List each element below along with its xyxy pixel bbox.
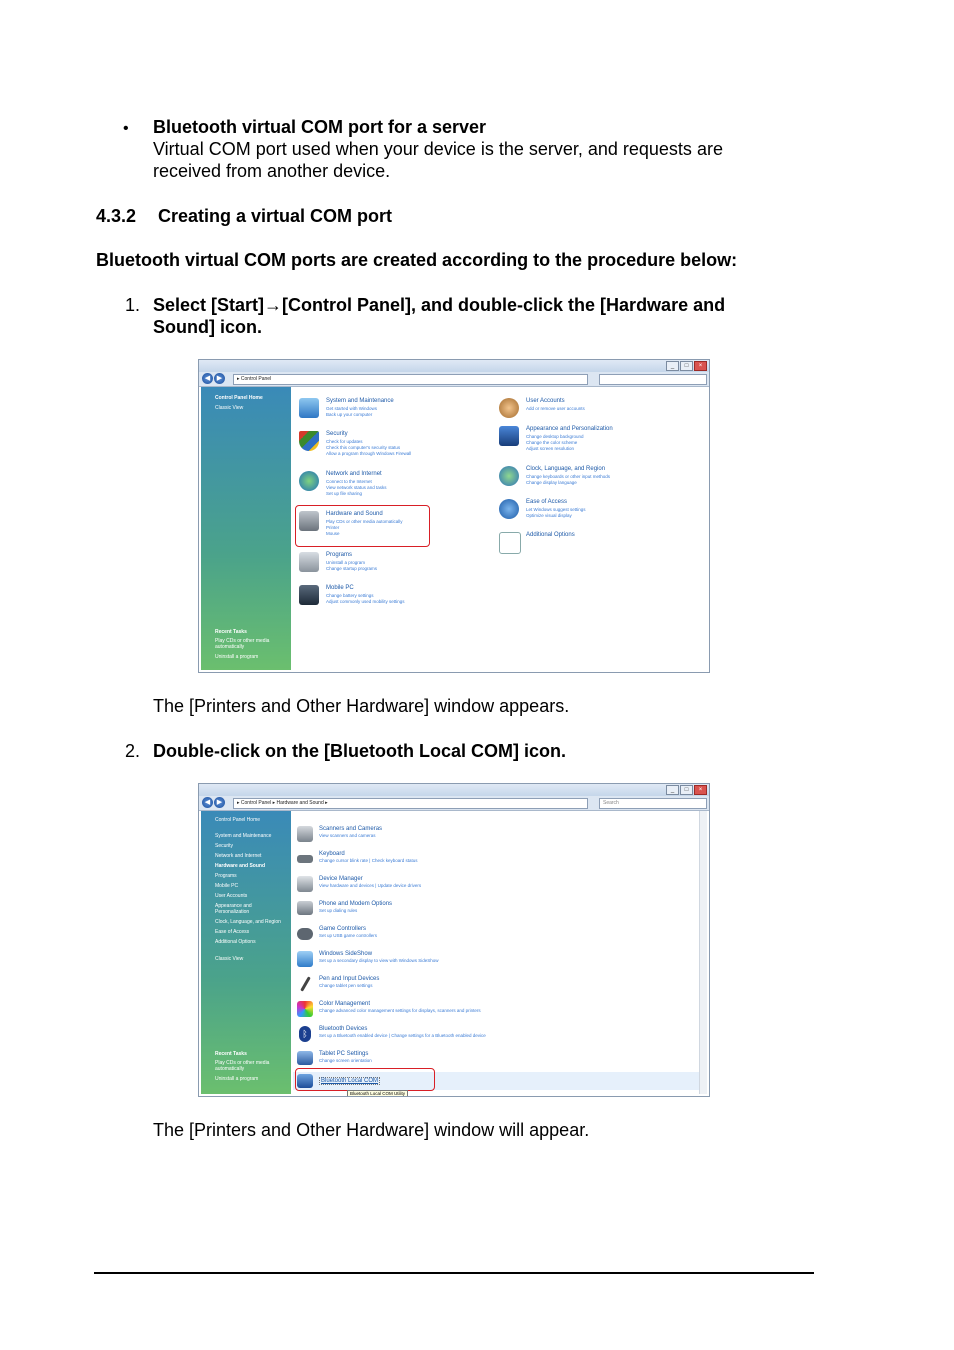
main-pane (293, 387, 707, 670)
maximize-icon[interactable]: □ (680, 785, 693, 795)
forward-icon[interactable]: ▶ (214, 373, 225, 384)
laptop-icon (299, 585, 319, 605)
search-input[interactable]: Search (599, 798, 707, 809)
close-icon[interactable]: × (694, 361, 707, 371)
title-bar (199, 784, 709, 796)
close-icon[interactable]: × (694, 785, 707, 795)
category-title[interactable]: Clock, Language, and Region (526, 466, 606, 472)
section-number: 4.3.2 (96, 206, 137, 226)
item-title[interactable]: Keyboard (319, 851, 345, 857)
sidebar-item[interactable]: Security (215, 843, 234, 849)
category-link[interactable]: Printer (326, 525, 340, 530)
category-link[interactable]: Optimize visual display (526, 513, 572, 518)
sidebar-item[interactable]: Control Panel Home (215, 817, 261, 823)
category-title[interactable]: Network and Internet (326, 471, 382, 477)
item-title[interactable]: Pen and Input Devices (319, 976, 380, 982)
sidebar-item-home[interactable]: Control Panel Home (215, 395, 263, 401)
category-link[interactable]: Adjust commonly used mobility settings (326, 599, 405, 604)
recent-task[interactable]: Play CDs or other media (215, 638, 270, 644)
item-link[interactable]: View scanners and cameras (319, 833, 376, 838)
item-title[interactable]: Tablet PC Settings (319, 1051, 369, 1057)
after-step-1: The [Printers and Other Hardware] window appears. (153, 696, 570, 716)
category-link[interactable]: Check this computer's security status (326, 445, 401, 450)
scanner-icon (297, 826, 313, 842)
keyboard-icon (297, 855, 313, 863)
step-2-text: Double-click on the [Bluetooth Local COM] icon. (153, 741, 566, 761)
recent-task[interactable]: Uninstall a program (215, 654, 259, 660)
sidebar-item[interactable]: Additional Options (215, 939, 256, 945)
item-link[interactable]: Set up USB game controllers (319, 933, 378, 938)
category-title[interactable]: Additional Options (526, 532, 575, 538)
forward-icon[interactable]: ▶ (214, 797, 225, 808)
item-title[interactable]: Game Controllers (319, 926, 367, 932)
category-link[interactable]: Play CDs or other media automatically (326, 519, 403, 524)
item-title[interactable]: Phone and Modem Options (319, 901, 393, 907)
recent-task[interactable]: automatically (215, 644, 245, 650)
item-link[interactable]: View hardware and devices | Update device drivers (319, 883, 422, 888)
accessibility-icon (499, 499, 519, 519)
after-step-2: The [Printers and Other Hardware] window will appear. (153, 1120, 590, 1140)
category-link[interactable]: Change the color scheme (526, 440, 578, 445)
address-bar (199, 372, 709, 387)
category-link[interactable]: Check for updates (326, 439, 363, 444)
address-input[interactable]: ▸ Control Panel (233, 374, 588, 385)
tablet-icon (297, 1051, 313, 1065)
scrollbar[interactable] (699, 811, 707, 1094)
category-title[interactable]: User Accounts (526, 398, 565, 404)
category-link[interactable]: Add or remove user accounts (526, 406, 585, 411)
item-link[interactable]: Change cursor blink rate | Check keyboard status (319, 858, 418, 863)
category-link[interactable]: Change display language (526, 480, 577, 485)
recent-task[interactable]: Uninstall a program (215, 1076, 259, 1082)
options-icon (499, 532, 521, 554)
sidebar-item[interactable]: Ease of Access (215, 929, 250, 935)
item-link[interactable]: Change advanced color management settings for displays, scanners and printers (319, 1008, 481, 1013)
search-input[interactable] (599, 374, 707, 385)
highlight-box (295, 505, 430, 547)
recent-tasks-title: Recent Tasks (215, 629, 247, 635)
bluetooth-icon: ᛒ (299, 1026, 311, 1042)
category-link[interactable]: Connect to the Internet (326, 479, 372, 484)
category-link[interactable]: Set up file sharing (326, 491, 363, 496)
bullet-title: Bluetooth virtual COM port for a server (153, 117, 487, 137)
monitor-icon (499, 426, 519, 446)
item-title[interactable]: Scanners and Cameras (319, 826, 383, 832)
sidebar-item-current[interactable]: Hardware and Sound (215, 863, 266, 869)
category-link[interactable]: Back up your computer (326, 412, 373, 417)
minimize-icon[interactable]: _ (666, 361, 679, 371)
gamepad-icon (297, 928, 313, 940)
item-link[interactable]: Set up dialing rules (319, 908, 358, 913)
sidebar (201, 811, 291, 1094)
category-title[interactable]: System and Maintenance (326, 398, 394, 404)
item-title[interactable]: Device Manager (319, 876, 363, 882)
sidebar-item[interactable]: Personalization (215, 909, 250, 915)
back-icon[interactable]: ◀ (202, 797, 213, 808)
step-1-number: 1. (125, 295, 141, 315)
category-link[interactable]: View network status and tasks (326, 485, 387, 490)
sidebar-item[interactable]: Mobile PC (215, 883, 239, 889)
color-icon (297, 1001, 313, 1017)
item-link[interactable]: Change screen orientation (319, 1058, 372, 1063)
address-input[interactable]: ▸ Control Panel ▸ Hardware and Sound ▸ (233, 798, 588, 809)
main-pane (293, 811, 707, 1094)
category-link[interactable]: Change battery settings (326, 593, 374, 598)
minimize-icon[interactable]: _ (666, 785, 679, 795)
sidebar-item[interactable]: Appearance and (215, 903, 252, 909)
sidebar-item[interactable]: System and Maintenance (215, 833, 272, 839)
shield-icon (299, 431, 319, 451)
recent-tasks-title: Recent Tasks (215, 1051, 247, 1057)
sidebar (201, 387, 291, 670)
item-title[interactable]: Windows SideShow (319, 951, 373, 957)
users-icon (499, 398, 519, 418)
item-link[interactable]: Set up a secondary display to view with Windows SideShow (319, 958, 439, 963)
item-link[interactable]: Set up a Bluetooth enabled device | Change settings for a Bluetooth enabled device (319, 1033, 486, 1038)
device-manager-icon (297, 876, 313, 892)
category-title[interactable]: Appearance and Personalization (526, 426, 613, 432)
bullet-line-2: received from another device. (153, 161, 391, 181)
section-title: Creating a virtual COM port (158, 206, 393, 226)
clock-icon (499, 466, 519, 486)
sidebar-item[interactable]: Programs (215, 873, 237, 879)
category-link[interactable]: Change keyboards or other input methods (526, 474, 611, 479)
sidebar-item[interactable]: Network and Internet (215, 853, 262, 859)
category-title[interactable]: Hardware and Sound (326, 511, 383, 517)
step-1-line-1: Select [Start]→[Control Panel], and double-click the [Hardware and (153, 295, 726, 315)
globe-icon (299, 471, 319, 491)
system-icon (299, 398, 319, 418)
category-link[interactable]: Get started with Windows (326, 406, 378, 411)
category-link[interactable]: Adjust screen resolution (526, 446, 575, 451)
sidebar-item[interactable]: Clock, Language, and Region (215, 919, 281, 925)
category-link[interactable]: Change startup programs (326, 566, 378, 571)
intro-text: Bluetooth virtual COM ports are created according to the procedure below: (96, 250, 738, 270)
sidebar-item[interactable]: Classic View (215, 956, 244, 962)
title-bar (199, 360, 709, 372)
recent-task[interactable]: automatically (215, 1066, 245, 1072)
bullet-dot: • (123, 120, 129, 137)
highlight-box (295, 1068, 435, 1091)
tooltip: Bluetooth Local COM Utility (347, 1090, 408, 1097)
hardware-sound-screenshot (198, 783, 710, 1097)
category-title[interactable]: Security (326, 431, 348, 437)
category-link[interactable]: Allow a program through Windows Firewall (326, 451, 412, 456)
address-bar (199, 796, 709, 811)
back-icon[interactable]: ◀ (202, 373, 213, 384)
item-title[interactable]: Bluetooth Devices (319, 1026, 368, 1032)
maximize-icon[interactable]: □ (680, 361, 693, 371)
category-link[interactable]: Uninstall a program (326, 560, 366, 565)
step-1-line-2: Sound] icon. (153, 317, 262, 337)
item-title[interactable]: Color Management (319, 1001, 371, 1007)
category-link[interactable]: Change desktop background (526, 434, 584, 439)
bullet-line-1: Virtual COM port used when your device is the server, and requests are (153, 139, 723, 159)
item-link[interactable]: Change tablet pen settings (319, 983, 373, 988)
phone-icon (297, 901, 313, 915)
bluetooth-local-com-link[interactable]: Bluetooth Local COM (321, 1078, 379, 1084)
category-title[interactable]: Mobile PC (326, 585, 354, 591)
recent-task[interactable]: Play CDs or other media (215, 1060, 270, 1066)
sidebar-item[interactable]: User Accounts (215, 893, 248, 899)
category-title[interactable]: Ease of Access (526, 499, 568, 505)
sideshow-icon (297, 951, 313, 967)
footer-rule (94, 1272, 814, 1274)
category-title[interactable]: Programs (326, 552, 353, 558)
step-2-number: 2. (125, 741, 141, 761)
control-panel-screenshot (198, 359, 710, 673)
programs-icon (299, 552, 319, 572)
category-link[interactable]: Let Windows suggest settings (526, 507, 586, 512)
pen-icon (300, 976, 311, 991)
category-link[interactable]: Mouse (326, 531, 340, 536)
sidebar-item-classic-view[interactable]: Classic View (215, 405, 244, 411)
